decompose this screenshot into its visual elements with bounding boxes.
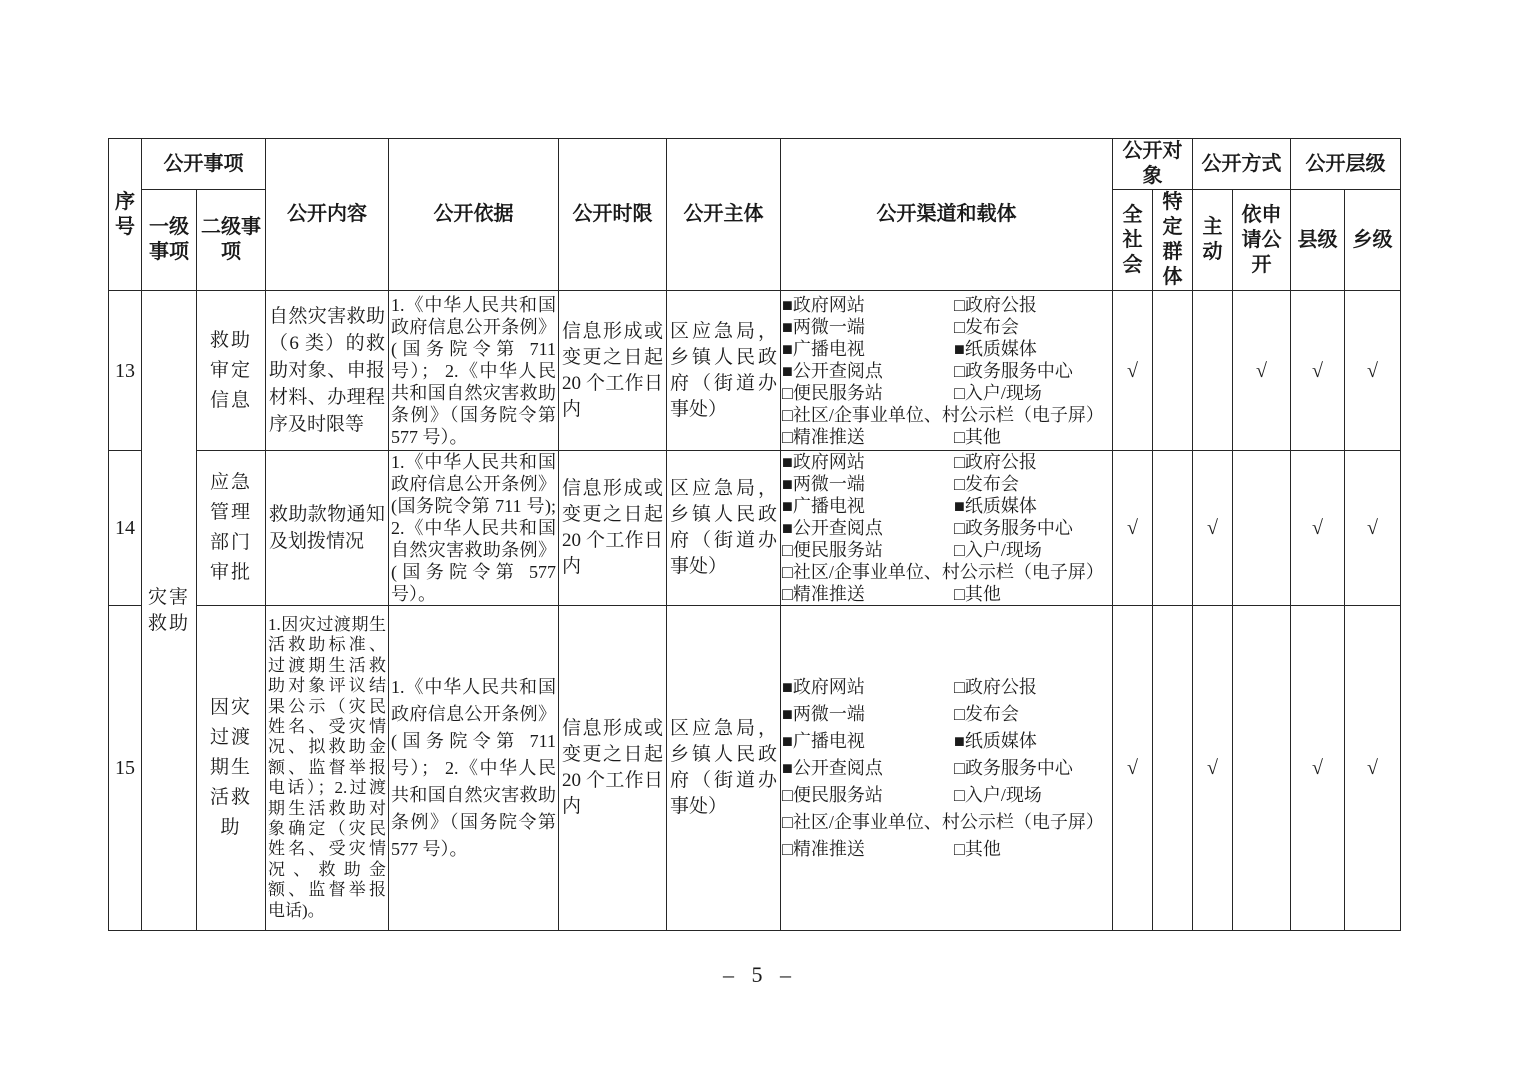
serial-number-cell: 14 bbox=[109, 451, 142, 606]
header-level1-item: 一级事项 bbox=[142, 190, 197, 291]
channel-line bbox=[782, 338, 1111, 360]
channel-option bbox=[782, 539, 954, 561]
header-disclosure-content: 公开内容 bbox=[266, 139, 389, 291]
channel-option bbox=[782, 495, 954, 517]
channel-label: 政府网站 bbox=[792, 452, 865, 472]
channel-option bbox=[782, 294, 954, 316]
unchecked-box-icon: □ bbox=[782, 540, 793, 560]
channel-line bbox=[782, 473, 1111, 495]
channel-line bbox=[782, 517, 1111, 539]
channel-label: 入户/现场 bbox=[964, 784, 1042, 805]
level1-item-cell: 灾害救助 bbox=[142, 291, 197, 931]
header-township-level: 乡级 bbox=[1345, 190, 1401, 291]
header-group-disclosure-method: 公开方式 bbox=[1193, 139, 1291, 190]
channel-option bbox=[782, 382, 954, 404]
channel-label: 政府公报 bbox=[964, 294, 1037, 315]
check-township-level: √ bbox=[1345, 606, 1401, 931]
unchecked-box-icon: □ bbox=[954, 757, 965, 778]
channel-line bbox=[782, 316, 1111, 338]
header-proactive: 主动 bbox=[1193, 190, 1233, 291]
channel-label: 其他 bbox=[964, 426, 1001, 447]
channel-label: 社区/企事业单位、村公示栏（电子屏） bbox=[792, 811, 1104, 832]
channel-option bbox=[954, 294, 1037, 316]
channel-label: 发布会 bbox=[964, 316, 1019, 337]
channel-option bbox=[954, 782, 1042, 809]
check-upon-request bbox=[1233, 606, 1291, 931]
channel-option bbox=[954, 451, 1037, 473]
checked-box-icon: ■ bbox=[782, 757, 793, 778]
channel-option bbox=[954, 836, 1001, 863]
checked-box-icon: ■ bbox=[782, 676, 793, 697]
check-whole-society: √ bbox=[1113, 451, 1153, 606]
header-disclosure-basis: 公开依据 bbox=[389, 139, 559, 291]
channel-line bbox=[782, 755, 1111, 782]
channel-label: 公开查阅点 bbox=[792, 757, 883, 778]
channels-cell bbox=[781, 606, 1113, 931]
checked-box-icon: ■ bbox=[782, 338, 793, 359]
channel-option bbox=[954, 473, 1019, 495]
serial-number-cell: 13 bbox=[109, 291, 142, 451]
disclosure-subject-cell: 区应急局，乡镇人民政府（街道办事处） bbox=[667, 451, 781, 606]
unchecked-box-icon: □ bbox=[954, 584, 965, 604]
channel-label: 政务服务中心 bbox=[964, 757, 1073, 778]
header-group-disclosure-items: 公开事项 bbox=[142, 139, 266, 190]
channel-option bbox=[782, 836, 954, 863]
table-row bbox=[109, 606, 1401, 931]
channel-option bbox=[954, 517, 1073, 539]
channel-option bbox=[782, 809, 1104, 836]
unchecked-box-icon: □ bbox=[954, 676, 965, 697]
channel-line bbox=[782, 701, 1111, 728]
checked-box-icon: ■ bbox=[782, 496, 793, 516]
channel-label: 便民服务站 bbox=[792, 540, 883, 560]
channel-label: 政府公报 bbox=[964, 676, 1037, 697]
channel-line bbox=[782, 836, 1111, 863]
channel-option bbox=[782, 728, 954, 755]
checked-box-icon: ■ bbox=[782, 294, 793, 315]
unchecked-box-icon: □ bbox=[782, 426, 793, 447]
check-specific-group bbox=[1153, 451, 1193, 606]
check-upon-request bbox=[1233, 451, 1291, 606]
header-county-level: 县级 bbox=[1291, 190, 1345, 291]
channel-option bbox=[954, 728, 1037, 755]
channel-label: 社区/企事业单位、村公示栏（电子屏） bbox=[792, 562, 1104, 582]
channel-label: 入户/现场 bbox=[964, 540, 1042, 560]
disclosure-basis-cell: 1.《中华人民共和国政府信息公开条例》(国务院令第 711 号）； 2.《中华人民共和国自然灾害救助条例》（国务院令第 577 号）。 bbox=[389, 606, 559, 931]
time-limit-cell: 信息形成或变更之日起20 个工作日内 bbox=[559, 291, 667, 451]
channel-label: 政府网站 bbox=[792, 294, 865, 315]
table-row bbox=[109, 451, 1401, 606]
channel-option bbox=[954, 674, 1037, 701]
channel-option bbox=[782, 517, 954, 539]
channel-option bbox=[782, 404, 1104, 426]
unchecked-box-icon: □ bbox=[954, 382, 965, 403]
page-number: – 5 – bbox=[723, 962, 797, 987]
checked-box-icon: ■ bbox=[782, 360, 793, 381]
channel-label: 发布会 bbox=[964, 474, 1019, 494]
unchecked-box-icon: □ bbox=[782, 784, 793, 805]
header-group-disclosure-level: 公开层级 bbox=[1291, 139, 1401, 190]
channel-option bbox=[954, 338, 1037, 360]
check-proactive: √ bbox=[1193, 451, 1233, 606]
channel-option bbox=[954, 426, 1001, 448]
channel-line bbox=[782, 495, 1111, 517]
unchecked-box-icon: □ bbox=[954, 426, 965, 447]
channel-label: 精准推送 bbox=[792, 838, 865, 859]
channel-label: 其他 bbox=[964, 838, 1001, 859]
channel-option bbox=[954, 495, 1037, 517]
channel-label: 精准推送 bbox=[792, 426, 865, 447]
channels-cell bbox=[781, 451, 1113, 606]
unchecked-box-icon: □ bbox=[954, 838, 965, 859]
channel-label: 两微一端 bbox=[792, 474, 865, 494]
header-upon-request: 依申请公开 bbox=[1233, 190, 1291, 291]
header-group-disclosure-target: 公开对象 bbox=[1113, 139, 1193, 190]
disclosure-basis-cell: 1.《中华人民共和国政府信息公开条例》(国务院令第 711 号); 2.《中华人民共和国自然灾害救助条例》(国务院令第 577 号）。 bbox=[389, 451, 559, 606]
channel-option bbox=[954, 382, 1042, 404]
channel-option bbox=[782, 583, 954, 605]
header-specific-group: 特定群体 bbox=[1153, 190, 1193, 291]
time-limit-cell: 信息形成或变更之日起20 个工作日内 bbox=[559, 451, 667, 606]
channel-label: 两微一端 bbox=[792, 316, 865, 337]
check-proactive: √ bbox=[1193, 606, 1233, 931]
unchecked-box-icon: □ bbox=[954, 540, 965, 560]
unchecked-box-icon: □ bbox=[954, 294, 965, 315]
check-county-level: √ bbox=[1291, 291, 1345, 451]
level2-item-cell: 应急管理部门审批 bbox=[197, 451, 266, 606]
unchecked-box-icon: □ bbox=[954, 452, 965, 472]
check-county-level: √ bbox=[1291, 606, 1345, 931]
disclosure-content-cell: 1.因灾过渡期生活救助标准、过渡期生活救助对象评议结果公示（灾民姓名、受灾情况、拟救助金额、监督举报电话）；2.过渡期生活救助对象确定（灾民姓名、受灾情况、救助金额、监督举报电话)。 bbox=[266, 606, 389, 931]
channel-option bbox=[782, 338, 954, 360]
level2-item-cell: 因灾过渡期生活救助 bbox=[197, 606, 266, 931]
channel-label: 广播电视 bbox=[792, 496, 865, 516]
serial-number-cell: 15 bbox=[109, 606, 142, 931]
channel-label: 两微一端 bbox=[792, 703, 865, 724]
channel-option bbox=[954, 583, 1001, 605]
channel-line bbox=[782, 404, 1111, 426]
channel-label: 纸质媒体 bbox=[964, 338, 1037, 359]
channel-option bbox=[782, 701, 954, 728]
disclosure-items-table bbox=[108, 138, 1401, 931]
channel-label: 广播电视 bbox=[792, 730, 865, 751]
unchecked-box-icon: □ bbox=[954, 316, 965, 337]
unchecked-box-icon: □ bbox=[954, 474, 965, 494]
channel-line bbox=[782, 360, 1111, 382]
channel-label: 便民服务站 bbox=[792, 382, 883, 403]
unchecked-box-icon: □ bbox=[782, 584, 793, 604]
channel-option bbox=[782, 360, 954, 382]
channel-option bbox=[782, 316, 954, 338]
unchecked-box-icon: □ bbox=[782, 404, 793, 425]
channel-line bbox=[782, 294, 1111, 316]
checked-box-icon: ■ bbox=[782, 474, 793, 494]
channel-line bbox=[782, 451, 1111, 473]
check-whole-society: √ bbox=[1113, 606, 1153, 931]
channel-label: 发布会 bbox=[964, 703, 1019, 724]
channel-label: 社区/企事业单位、村公示栏（电子屏） bbox=[792, 404, 1104, 425]
check-upon-request: √ bbox=[1233, 291, 1291, 451]
channel-label: 其他 bbox=[964, 584, 1001, 604]
channel-option bbox=[954, 701, 1019, 728]
channel-option bbox=[782, 782, 954, 809]
channel-label: 公开查阅点 bbox=[792, 360, 883, 381]
channel-label: 政务服务中心 bbox=[964, 360, 1073, 381]
checked-box-icon: ■ bbox=[782, 730, 793, 751]
header-serial-number: 序号 bbox=[109, 139, 142, 291]
header-disclosure-subject: 公开主体 bbox=[667, 139, 781, 291]
header-whole-society: 全社会 bbox=[1113, 190, 1153, 291]
channel-label: 公开查阅点 bbox=[792, 518, 883, 538]
check-specific-group bbox=[1153, 291, 1193, 451]
channel-line bbox=[782, 782, 1111, 809]
channel-line bbox=[782, 561, 1111, 583]
channel-line bbox=[782, 809, 1111, 836]
checked-box-icon: ■ bbox=[954, 730, 965, 751]
channel-option bbox=[782, 426, 954, 448]
channel-label: 入户/现场 bbox=[964, 382, 1042, 403]
check-whole-society: √ bbox=[1113, 291, 1153, 451]
disclosure-content-cell: 救助款物通知及划拨情况 bbox=[266, 451, 389, 606]
unchecked-box-icon: □ bbox=[954, 518, 965, 538]
disclosure-subject-cell: 区应急局，乡镇人民政府（街道办事处） bbox=[667, 606, 781, 931]
check-specific-group bbox=[1153, 606, 1193, 931]
checked-box-icon: ■ bbox=[782, 703, 793, 724]
unchecked-box-icon: □ bbox=[782, 562, 793, 582]
channel-label: 政务服务中心 bbox=[964, 518, 1073, 538]
channel-label: 精准推送 bbox=[792, 584, 865, 604]
checked-box-icon: ■ bbox=[782, 518, 793, 538]
channel-label: 纸质媒体 bbox=[964, 496, 1037, 516]
channel-option bbox=[954, 360, 1073, 382]
checked-box-icon: ■ bbox=[782, 452, 793, 472]
unchecked-box-icon: □ bbox=[782, 811, 793, 832]
disclosure-basis-cell: 1.《中华人民共和国政府信息公开条例》(国务院令第 711 号）； 2.《中华人民共和国自然灾害救助条例》（国务院令第 577 号）。 bbox=[389, 291, 559, 451]
check-county-level: √ bbox=[1291, 451, 1345, 606]
channel-line bbox=[782, 426, 1111, 448]
header-level2-item: 二级事项 bbox=[197, 190, 266, 291]
unchecked-box-icon: □ bbox=[954, 703, 965, 724]
check-township-level: √ bbox=[1345, 291, 1401, 451]
channel-option bbox=[954, 316, 1019, 338]
channel-line bbox=[782, 583, 1111, 605]
channel-option bbox=[954, 539, 1042, 561]
time-limit-cell: 信息形成或变更之日起20 个工作日内 bbox=[559, 606, 667, 931]
channels-cell bbox=[781, 291, 1113, 451]
channel-option bbox=[782, 561, 1104, 583]
channel-option bbox=[954, 755, 1073, 782]
channel-option bbox=[782, 451, 954, 473]
channel-label: 广播电视 bbox=[792, 338, 865, 359]
check-township-level: √ bbox=[1345, 451, 1401, 606]
level2-item-cell: 救助审定信息 bbox=[197, 291, 266, 451]
channel-label: 纸质媒体 bbox=[964, 730, 1037, 751]
header-disclosure-channels: 公开渠道和载体 bbox=[781, 139, 1113, 291]
channel-option bbox=[782, 755, 954, 782]
check-proactive bbox=[1193, 291, 1233, 451]
unchecked-box-icon: □ bbox=[954, 360, 965, 381]
channel-line bbox=[782, 674, 1111, 701]
checked-box-icon: ■ bbox=[954, 496, 965, 516]
channel-line bbox=[782, 728, 1111, 755]
unchecked-box-icon: □ bbox=[954, 784, 965, 805]
table-row bbox=[109, 291, 1401, 451]
checked-box-icon: ■ bbox=[782, 316, 793, 337]
disclosure-subject-cell: 区应急局，乡镇人民政府（街道办事处） bbox=[667, 291, 781, 451]
channel-line bbox=[782, 539, 1111, 561]
channel-line bbox=[782, 382, 1111, 404]
channel-option bbox=[782, 473, 954, 495]
channel-option bbox=[782, 674, 954, 701]
unchecked-box-icon: □ bbox=[782, 838, 793, 859]
checked-box-icon: ■ bbox=[954, 338, 965, 359]
channel-label: 便民服务站 bbox=[792, 784, 883, 805]
channel-label: 政府公报 bbox=[964, 452, 1037, 472]
unchecked-box-icon: □ bbox=[782, 382, 793, 403]
header-disclosure-time-limit: 公开时限 bbox=[559, 139, 667, 291]
disclosure-content-cell: 自然灾害救助（6 类）的救助对象、申报材料、办理程序及时限等 bbox=[266, 291, 389, 451]
channel-label: 政府网站 bbox=[792, 676, 865, 697]
